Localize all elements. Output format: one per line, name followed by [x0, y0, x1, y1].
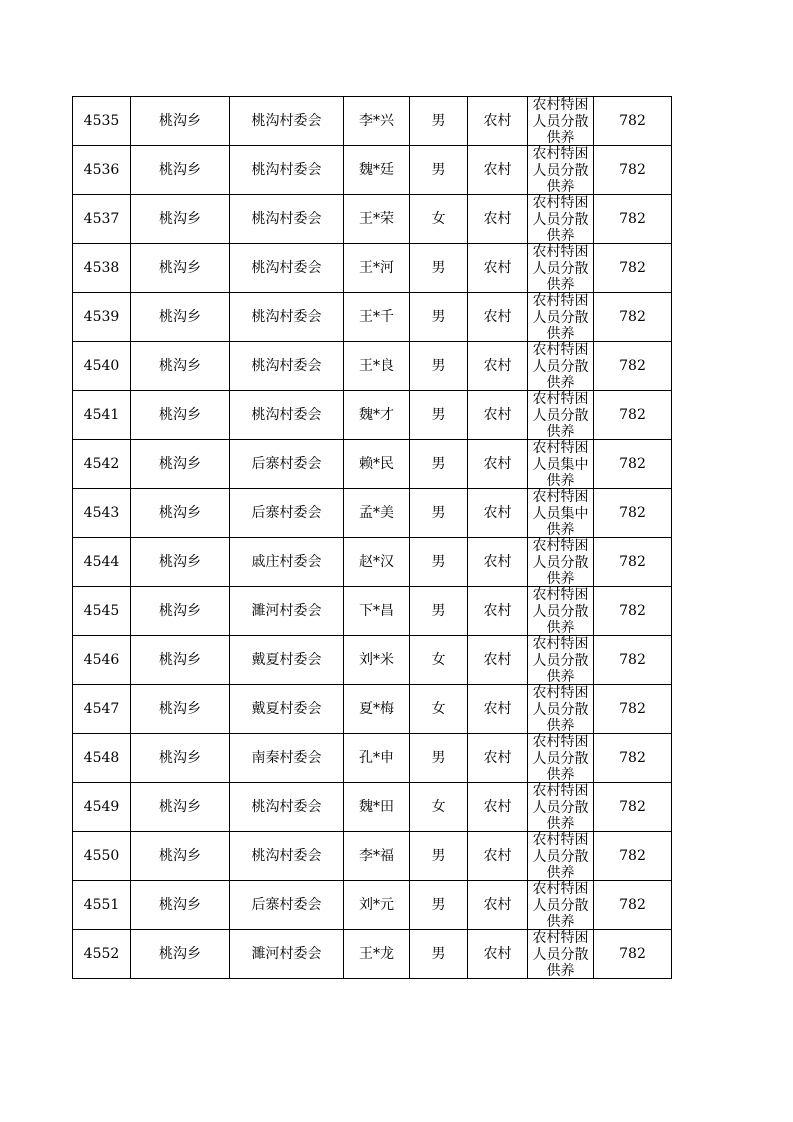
village-cell: 濉河村委会 — [230, 930, 344, 979]
record-id-cell: 4546 — [73, 636, 131, 685]
support-category-clip — [528, 489, 593, 537]
gender-cell: 男 — [410, 97, 468, 146]
support-category-text: 农村特困人员分散供养 — [532, 587, 589, 635]
support-category-text: 农村特困人员集中供养 — [532, 440, 589, 488]
record-id-cell: 4549 — [73, 783, 131, 832]
village-cell: 南秦村委会 — [230, 734, 344, 783]
table-row — [73, 391, 672, 440]
table-row — [73, 734, 672, 783]
area-type-cell: 农村 — [468, 440, 528, 489]
person-name-cell: 李*兴 — [344, 97, 410, 146]
table-row — [73, 146, 672, 195]
area-type-cell: 农村 — [468, 587, 528, 636]
gender-cell: 男 — [410, 489, 468, 538]
support-category-cell — [528, 440, 594, 489]
amount-cell: 782 — [594, 685, 672, 734]
support-category-clip — [528, 734, 593, 782]
gender-cell: 女 — [410, 636, 468, 685]
gender-cell: 男 — [410, 832, 468, 881]
support-category-clip — [528, 930, 593, 978]
area-type-cell: 农村 — [468, 783, 528, 832]
person-name-cell: 夏*梅 — [344, 685, 410, 734]
support-category-cell — [528, 734, 594, 783]
amount-cell: 782 — [594, 391, 672, 440]
support-category-text: 农村特困人员分散供养 — [532, 930, 589, 978]
table-row — [73, 342, 672, 391]
area-type-cell: 农村 — [468, 734, 528, 783]
table-row — [73, 930, 672, 979]
person-name-cell: 刘*元 — [344, 881, 410, 930]
amount-cell: 782 — [594, 293, 672, 342]
records-table — [72, 96, 672, 979]
support-category-cell — [528, 538, 594, 587]
support-category-clip — [528, 391, 593, 439]
support-category-clip — [528, 342, 593, 390]
gender-cell: 男 — [410, 244, 468, 293]
record-id-cell: 4551 — [73, 881, 131, 930]
person-name-cell: 孟*美 — [344, 489, 410, 538]
table-body — [73, 97, 672, 979]
person-name-cell: 刘*米 — [344, 636, 410, 685]
support-category-text: 农村特困人员分散供养 — [532, 734, 589, 782]
township-cell: 桃沟乡 — [131, 538, 230, 587]
amount-cell: 782 — [594, 881, 672, 930]
township-cell: 桃沟乡 — [131, 342, 230, 391]
amount-cell: 782 — [594, 244, 672, 293]
table-row — [73, 293, 672, 342]
village-cell: 戚庄村委会 — [230, 538, 344, 587]
area-type-cell: 农村 — [468, 881, 528, 930]
support-category-cell — [528, 97, 594, 146]
person-name-cell: 魏*田 — [344, 783, 410, 832]
area-type-cell: 农村 — [468, 244, 528, 293]
support-category-cell — [528, 783, 594, 832]
support-category-cell — [528, 489, 594, 538]
amount-cell: 782 — [594, 783, 672, 832]
township-cell: 桃沟乡 — [131, 489, 230, 538]
support-category-cell — [528, 685, 594, 734]
area-type-cell: 农村 — [468, 342, 528, 391]
support-category-cell — [528, 636, 594, 685]
support-category-cell — [528, 587, 594, 636]
support-category-text: 农村特困人员分散供养 — [532, 195, 589, 243]
support-category-cell — [528, 244, 594, 293]
person-name-cell: 王*荣 — [344, 195, 410, 244]
record-id-cell: 4550 — [73, 832, 131, 881]
township-cell: 桃沟乡 — [131, 685, 230, 734]
village-cell: 桃沟村委会 — [230, 97, 344, 146]
area-type-cell: 农村 — [468, 930, 528, 979]
village-cell: 后寨村委会 — [230, 489, 344, 538]
support-category-cell — [528, 930, 594, 979]
support-category-clip — [528, 244, 593, 292]
person-name-cell: 王*千 — [344, 293, 410, 342]
person-name-cell: 魏*廷 — [344, 146, 410, 195]
area-type-cell: 农村 — [468, 195, 528, 244]
support-category-text: 农村特困人员集中供养 — [532, 489, 589, 537]
support-category-text: 农村特困人员分散供养 — [532, 391, 589, 439]
area-type-cell: 农村 — [468, 293, 528, 342]
record-id-cell: 4537 — [73, 195, 131, 244]
support-category-text: 农村特困人员分散供养 — [532, 146, 589, 194]
village-cell: 桃沟村委会 — [230, 195, 344, 244]
gender-cell: 男 — [410, 881, 468, 930]
record-id-cell: 4539 — [73, 293, 131, 342]
gender-cell: 男 — [410, 538, 468, 587]
record-id-cell: 4548 — [73, 734, 131, 783]
support-category-cell — [528, 342, 594, 391]
support-category-cell — [528, 293, 594, 342]
table-row — [73, 489, 672, 538]
support-category-clip — [528, 293, 593, 341]
gender-cell: 女 — [410, 783, 468, 832]
person-name-cell: 赵*汉 — [344, 538, 410, 587]
amount-cell: 782 — [594, 538, 672, 587]
township-cell: 桃沟乡 — [131, 832, 230, 881]
village-cell: 桃沟村委会 — [230, 783, 344, 832]
table-row — [73, 587, 672, 636]
township-cell: 桃沟乡 — [131, 195, 230, 244]
gender-cell: 男 — [410, 734, 468, 783]
record-id-cell: 4545 — [73, 587, 131, 636]
record-id-cell: 4547 — [73, 685, 131, 734]
support-category-clip — [528, 783, 593, 831]
person-name-cell: 下*昌 — [344, 587, 410, 636]
village-cell: 桃沟村委会 — [230, 832, 344, 881]
township-cell: 桃沟乡 — [131, 97, 230, 146]
amount-cell: 782 — [594, 587, 672, 636]
support-category-clip — [528, 587, 593, 635]
gender-cell: 女 — [410, 195, 468, 244]
table-row — [73, 195, 672, 244]
record-id-cell: 4543 — [73, 489, 131, 538]
amount-cell: 782 — [594, 146, 672, 195]
record-id-cell: 4536 — [73, 146, 131, 195]
table-row — [73, 783, 672, 832]
table-row — [73, 685, 672, 734]
support-category-text: 农村特困人员分散供养 — [532, 685, 589, 733]
area-type-cell: 农村 — [468, 97, 528, 146]
support-category-cell — [528, 832, 594, 881]
support-category-clip — [528, 195, 593, 243]
village-cell: 桃沟村委会 — [230, 342, 344, 391]
support-category-text: 农村特困人员分散供养 — [532, 636, 589, 684]
record-id-cell: 4542 — [73, 440, 131, 489]
area-type-cell: 农村 — [468, 832, 528, 881]
support-category-clip — [528, 97, 593, 145]
village-cell: 戴夏村委会 — [230, 636, 344, 685]
support-category-clip — [528, 881, 593, 929]
support-category-cell — [528, 391, 594, 440]
area-type-cell: 农村 — [468, 538, 528, 587]
person-name-cell: 王*河 — [344, 244, 410, 293]
area-type-cell: 农村 — [468, 636, 528, 685]
township-cell: 桃沟乡 — [131, 244, 230, 293]
township-cell: 桃沟乡 — [131, 146, 230, 195]
support-category-clip — [528, 146, 593, 194]
area-type-cell: 农村 — [468, 489, 528, 538]
record-id-cell: 4552 — [73, 930, 131, 979]
person-name-cell: 魏*才 — [344, 391, 410, 440]
amount-cell: 782 — [594, 195, 672, 244]
support-category-cell — [528, 195, 594, 244]
support-category-text: 农村特困人员分散供养 — [532, 244, 589, 292]
person-name-cell: 李*福 — [344, 832, 410, 881]
support-category-clip — [528, 636, 593, 684]
support-category-text: 农村特困人员分散供养 — [532, 293, 589, 341]
amount-cell: 782 — [594, 440, 672, 489]
person-name-cell: 王*龙 — [344, 930, 410, 979]
amount-cell: 782 — [594, 734, 672, 783]
township-cell: 桃沟乡 — [131, 930, 230, 979]
support-category-clip — [528, 440, 593, 488]
table-row — [73, 881, 672, 930]
gender-cell: 男 — [410, 587, 468, 636]
support-category-text: 农村特困人员分散供养 — [532, 342, 589, 390]
record-id-cell: 4535 — [73, 97, 131, 146]
area-type-cell: 农村 — [468, 146, 528, 195]
gender-cell: 男 — [410, 146, 468, 195]
support-category-cell — [528, 881, 594, 930]
amount-cell: 782 — [594, 97, 672, 146]
support-category-text: 农村特困人员分散供养 — [532, 832, 589, 880]
village-cell: 濉河村委会 — [230, 587, 344, 636]
record-id-cell: 4541 — [73, 391, 131, 440]
township-cell: 桃沟乡 — [131, 734, 230, 783]
record-id-cell: 4544 — [73, 538, 131, 587]
village-cell: 桃沟村委会 — [230, 146, 344, 195]
support-category-clip — [528, 538, 593, 586]
village-cell: 后寨村委会 — [230, 881, 344, 930]
amount-cell: 782 — [594, 832, 672, 881]
support-category-text: 农村特困人员分散供养 — [532, 783, 589, 831]
record-id-cell: 4538 — [73, 244, 131, 293]
record-id-cell: 4540 — [73, 342, 131, 391]
amount-cell: 782 — [594, 636, 672, 685]
table-row — [73, 440, 672, 489]
person-name-cell: 孔*申 — [344, 734, 410, 783]
village-cell: 后寨村委会 — [230, 440, 344, 489]
amount-cell: 782 — [594, 930, 672, 979]
table-row — [73, 538, 672, 587]
area-type-cell: 农村 — [468, 685, 528, 734]
township-cell: 桃沟乡 — [131, 391, 230, 440]
gender-cell: 男 — [410, 391, 468, 440]
village-cell: 桃沟村委会 — [230, 391, 344, 440]
person-name-cell: 赖*民 — [344, 440, 410, 489]
village-cell: 戴夏村委会 — [230, 685, 344, 734]
support-category-cell — [528, 146, 594, 195]
support-category-text: 农村特困人员分散供养 — [532, 881, 589, 929]
village-cell: 桃沟村委会 — [230, 244, 344, 293]
person-name-cell: 王*良 — [344, 342, 410, 391]
amount-cell: 782 — [594, 489, 672, 538]
support-category-text: 农村特困人员分散供养 — [532, 97, 589, 145]
support-category-text: 农村特困人员分散供养 — [532, 538, 589, 586]
gender-cell: 男 — [410, 930, 468, 979]
support-category-clip — [528, 832, 593, 880]
area-type-cell: 农村 — [468, 391, 528, 440]
support-category-clip — [528, 685, 593, 733]
table-row — [73, 832, 672, 881]
township-cell: 桃沟乡 — [131, 636, 230, 685]
table-row — [73, 97, 672, 146]
gender-cell: 男 — [410, 342, 468, 391]
village-cell: 桃沟村委会 — [230, 293, 344, 342]
township-cell: 桃沟乡 — [131, 293, 230, 342]
township-cell: 桃沟乡 — [131, 440, 230, 489]
gender-cell: 男 — [410, 440, 468, 489]
township-cell: 桃沟乡 — [131, 783, 230, 832]
gender-cell: 男 — [410, 293, 468, 342]
amount-cell: 782 — [594, 342, 672, 391]
table-row — [73, 244, 672, 293]
township-cell: 桃沟乡 — [131, 587, 230, 636]
township-cell: 桃沟乡 — [131, 881, 230, 930]
gender-cell: 女 — [410, 685, 468, 734]
table-row — [73, 636, 672, 685]
